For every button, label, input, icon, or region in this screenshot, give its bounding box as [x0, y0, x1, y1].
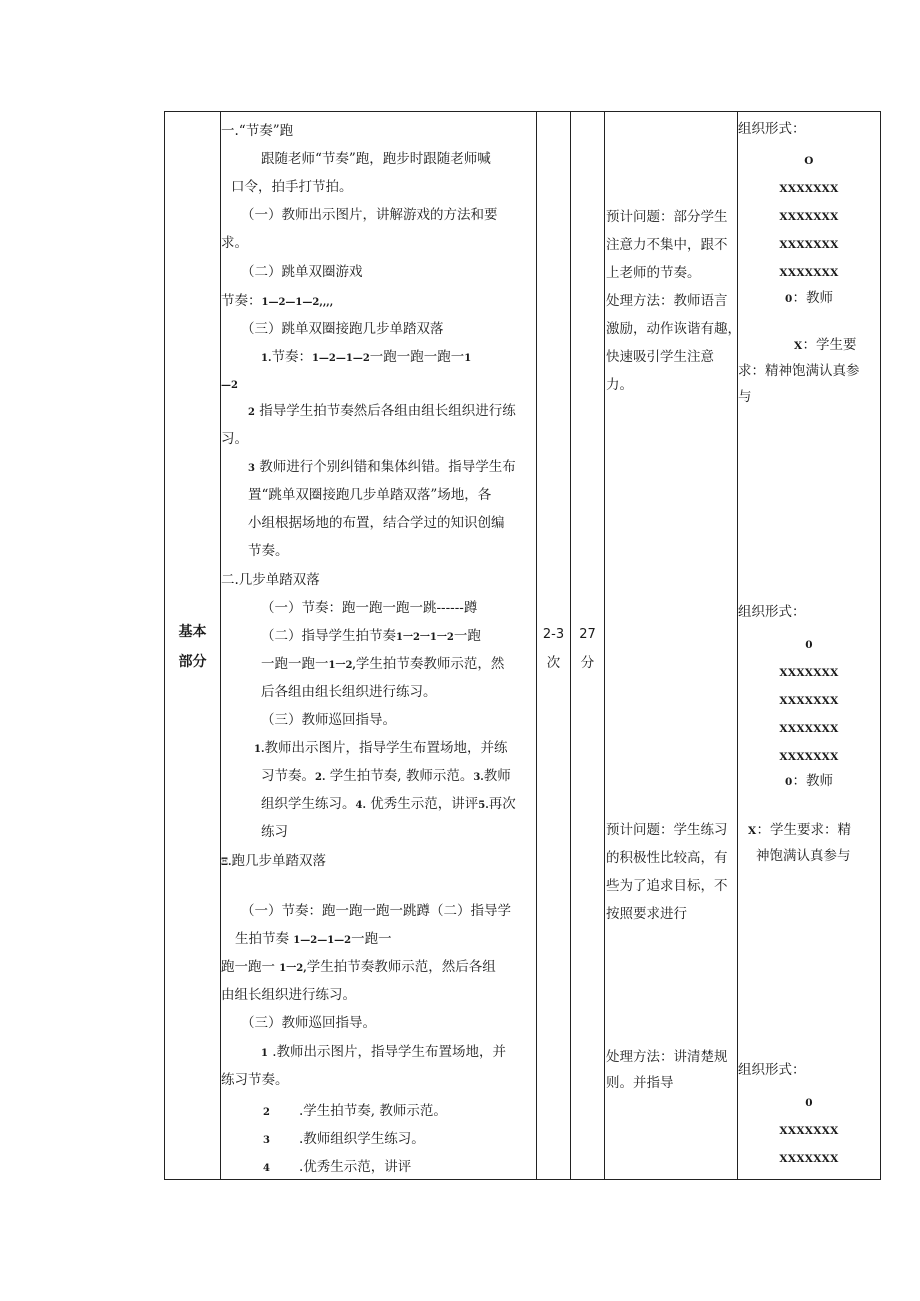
- note-line: 按照要求进行: [606, 906, 687, 922]
- rhythm-sequence: 1—2—1—2,,,,: [261, 297, 334, 308]
- student-row: XXXXXXX: [779, 267, 839, 279]
- item-number: 1.: [261, 353, 272, 364]
- times-unit: 次: [546, 655, 561, 671]
- legend-text: ：学生要求：精: [756, 822, 851, 838]
- sub-step: [221, 958, 496, 978]
- step-text: 一跑一: [351, 931, 392, 947]
- step-text: 跑一跑一: [221, 959, 275, 975]
- legend-symbol: X: [748, 825, 757, 837]
- section-label-line1: 基本: [178, 624, 207, 640]
- item-number: 1.: [254, 744, 265, 755]
- item-text: 练习: [261, 824, 288, 840]
- item-number: 4: [263, 1163, 270, 1174]
- note-line: 注意力不集中，跟不: [606, 237, 728, 253]
- sub-step: （一）节奏：跑一跑一跑一跳蹲（二）指导学: [241, 903, 511, 919]
- section-label-line2: 部分: [178, 654, 207, 670]
- student-row: XXXXXXX: [779, 667, 839, 679]
- item-number: 2.: [315, 772, 326, 783]
- item-text: .学生拍节奏, 教师示范。: [299, 1103, 447, 1119]
- step-text: 生拍节奏: [235, 931, 289, 947]
- item-text: .优秀生示范，讲评: [299, 1159, 412, 1175]
- rhythm-sequence: 1一2,: [328, 660, 356, 671]
- item-number: Ξ.: [221, 857, 232, 868]
- sub-step: [235, 930, 392, 950]
- note-line: 快速吸引学生注意: [606, 349, 714, 365]
- list-item: [261, 795, 516, 815]
- item-text: 教师进行个别纠错和集体纠错。指导学生布: [259, 459, 516, 475]
- item-text: 优秀生示范，讲评: [370, 796, 479, 812]
- list-item: [263, 1130, 425, 1150]
- rhythm-line: [221, 292, 333, 312]
- student-row: XXXXXXX: [779, 239, 839, 251]
- list-item: [261, 1043, 506, 1063]
- legend-text: ：学生要: [802, 337, 857, 353]
- item-number: 3.: [473, 772, 484, 783]
- item-text: 教师出示图片，指导学生布置场地，并练: [264, 740, 508, 756]
- item-text: 组织学生练习。: [261, 796, 356, 812]
- rhythm-sequence: 1—2—1—2: [311, 353, 370, 364]
- student-row: XXXXXXX: [779, 1125, 839, 1137]
- item-text: 练习节奏。: [221, 1072, 289, 1088]
- organization-cell: [738, 112, 880, 1179]
- item-number: 1: [261, 1048, 268, 1059]
- org-form-label: 组织形式：: [738, 1062, 806, 1078]
- note-line: 上老师的节奏。: [606, 265, 701, 281]
- step-text: 学生拍节奏教师示范，然后各组: [306, 959, 496, 975]
- heading-steps-single-double: 二.几步单踏双落: [221, 572, 320, 588]
- step-text: （二）指导学生拍节奏: [261, 628, 396, 644]
- sub-step: 后各组由组长组织进行练习。: [261, 684, 437, 700]
- item-number: 3: [263, 1135, 270, 1146]
- student-row: XXXXXXX: [779, 183, 839, 195]
- legend-teacher: [738, 772, 880, 791]
- duration-cell: [571, 112, 604, 1179]
- item-text: 再次: [488, 796, 516, 812]
- item-text: 习。: [221, 431, 248, 447]
- item-number: 4.: [355, 800, 366, 811]
- note-line: 处理方法：讲清楚规: [606, 1049, 728, 1065]
- note-line: 些为了追求目标，不: [606, 878, 728, 894]
- item-text: .教师组织学生练习。: [299, 1131, 425, 1147]
- list-item: [254, 739, 507, 759]
- rhythm-sequence: 1一2,: [279, 963, 307, 974]
- item-text: .教师出示图片，指导学生布置场地，并: [272, 1044, 507, 1060]
- student-row: XXXXXXX: [779, 751, 839, 763]
- paragraph: 跟随老师“节奏”跑，跑步时跟随老师喊: [261, 151, 491, 167]
- sub-step: （三）教师巡回指导。: [261, 712, 396, 728]
- note-line: 则。并指导: [606, 1075, 674, 1091]
- notes-cell: [605, 112, 741, 1179]
- times-value: 2-3: [542, 627, 565, 642]
- legend-student: [794, 336, 856, 355]
- item-text: 置“跳单双圈接跑几步单踏双落”场地，各: [248, 487, 492, 503]
- list-item: [248, 402, 516, 422]
- heading-run-steps: [221, 852, 326, 872]
- list-item: [263, 1102, 447, 1122]
- legend-text: ：教师: [792, 290, 834, 306]
- requirement-text: 与: [738, 389, 752, 405]
- list-item: [261, 767, 511, 787]
- item-text: 指导学生拍节奏然后各组由组长组织进行练: [259, 403, 516, 419]
- requirement-text: 神饱满认真参与: [756, 848, 851, 864]
- teacher-position-mark: O: [804, 155, 814, 167]
- heading-text: 跑几步单踏双落: [231, 853, 327, 869]
- legend-teacher: [738, 289, 880, 308]
- heading-rhythm-run: 一.“节奏”跑: [221, 123, 294, 139]
- sub-step: （一）教师出示图片，讲解游戏的方法和要: [241, 207, 498, 223]
- item-text: 节奏。: [248, 543, 289, 559]
- sub-step: （二）跳单双圈游戏: [241, 264, 363, 280]
- lesson-plan-table: [164, 111, 881, 1180]
- note-line: 预计问题：学生练习: [606, 822, 728, 838]
- times-cell: [537, 112, 570, 1179]
- paragraph: 口令，拍手打节拍。: [231, 179, 353, 195]
- student-row: XXXXXXX: [779, 723, 839, 735]
- duration-value: 27: [579, 627, 596, 642]
- step-text: 一跑一跑一: [261, 656, 329, 672]
- rhythm-sequence: 1: [464, 353, 472, 364]
- rhythm-label: 节奏：: [271, 349, 312, 365]
- step-text: 一跑: [453, 628, 481, 644]
- legend-symbol: 0: [784, 776, 793, 788]
- duration-unit: 分: [580, 655, 595, 671]
- sub-step: [261, 655, 504, 675]
- legend-symbol: X: [794, 340, 803, 352]
- student-row: XXXXXXX: [779, 1153, 839, 1165]
- sub-step: （一）节奏：跑一跑一跑一跳------蹲: [261, 600, 478, 616]
- item-number: 2: [248, 407, 255, 418]
- teacher-position-mark: 0: [805, 639, 813, 651]
- rhythm-sequence: 1—2—1—2: [293, 935, 352, 946]
- step-text: 学生拍节奏教师示范，然: [355, 656, 505, 672]
- legend-symbol: 0: [784, 293, 793, 305]
- item-text: 教师: [483, 768, 511, 784]
- sub-step: （三）教师巡回指导。: [241, 1015, 376, 1031]
- legend-text: ：教师: [792, 773, 834, 789]
- sub-step: 求。: [221, 235, 248, 251]
- section-cell: [165, 112, 220, 1179]
- rhythm-label: 节奏：: [221, 293, 262, 309]
- item-number: 2: [263, 1107, 270, 1118]
- content-cell: [221, 112, 536, 1179]
- note-line: 预计问题：部分学生: [606, 209, 728, 225]
- sub-step: 由组长组织进行练习。: [221, 987, 356, 1003]
- rhythm-sequence: 1一2一1一2: [396, 632, 454, 643]
- legend-student: [748, 821, 851, 840]
- item-text: 习节奏。: [261, 768, 315, 784]
- note-line: 力。: [606, 377, 633, 393]
- list-item: [263, 1158, 411, 1178]
- item-number: 3: [248, 463, 255, 474]
- rhythm-line: [261, 348, 471, 368]
- rhythm-continuation: —2: [221, 380, 238, 391]
- sub-step: [261, 627, 481, 647]
- sub-step: （三）跳单双圈接跑几步单踏双落: [241, 321, 444, 337]
- requirement-text: 求：精神饱满认真参: [738, 363, 860, 379]
- item-text: 学生拍节奏, 教师示范。: [329, 768, 474, 784]
- item-text: 小组根据场地的布置，结合学过的知识创编: [248, 515, 505, 531]
- teacher-position-mark: 0: [805, 1097, 813, 1109]
- note-line: 处理方法：教师语言: [606, 293, 728, 309]
- item-number: 5.: [478, 800, 489, 811]
- org-form-label: 组织形式：: [738, 121, 806, 137]
- note-line: 激励，动作诙谐有趣，: [606, 321, 741, 337]
- student-row: XXXXXXX: [779, 211, 839, 223]
- student-row: XXXXXXX: [779, 695, 839, 707]
- org-form-label: 组织形式：: [738, 604, 806, 620]
- list-item: [248, 458, 516, 478]
- note-line: 的积极性比较高，有: [606, 850, 728, 866]
- rhythm-text: 一跑一跑一跑一: [369, 349, 465, 365]
